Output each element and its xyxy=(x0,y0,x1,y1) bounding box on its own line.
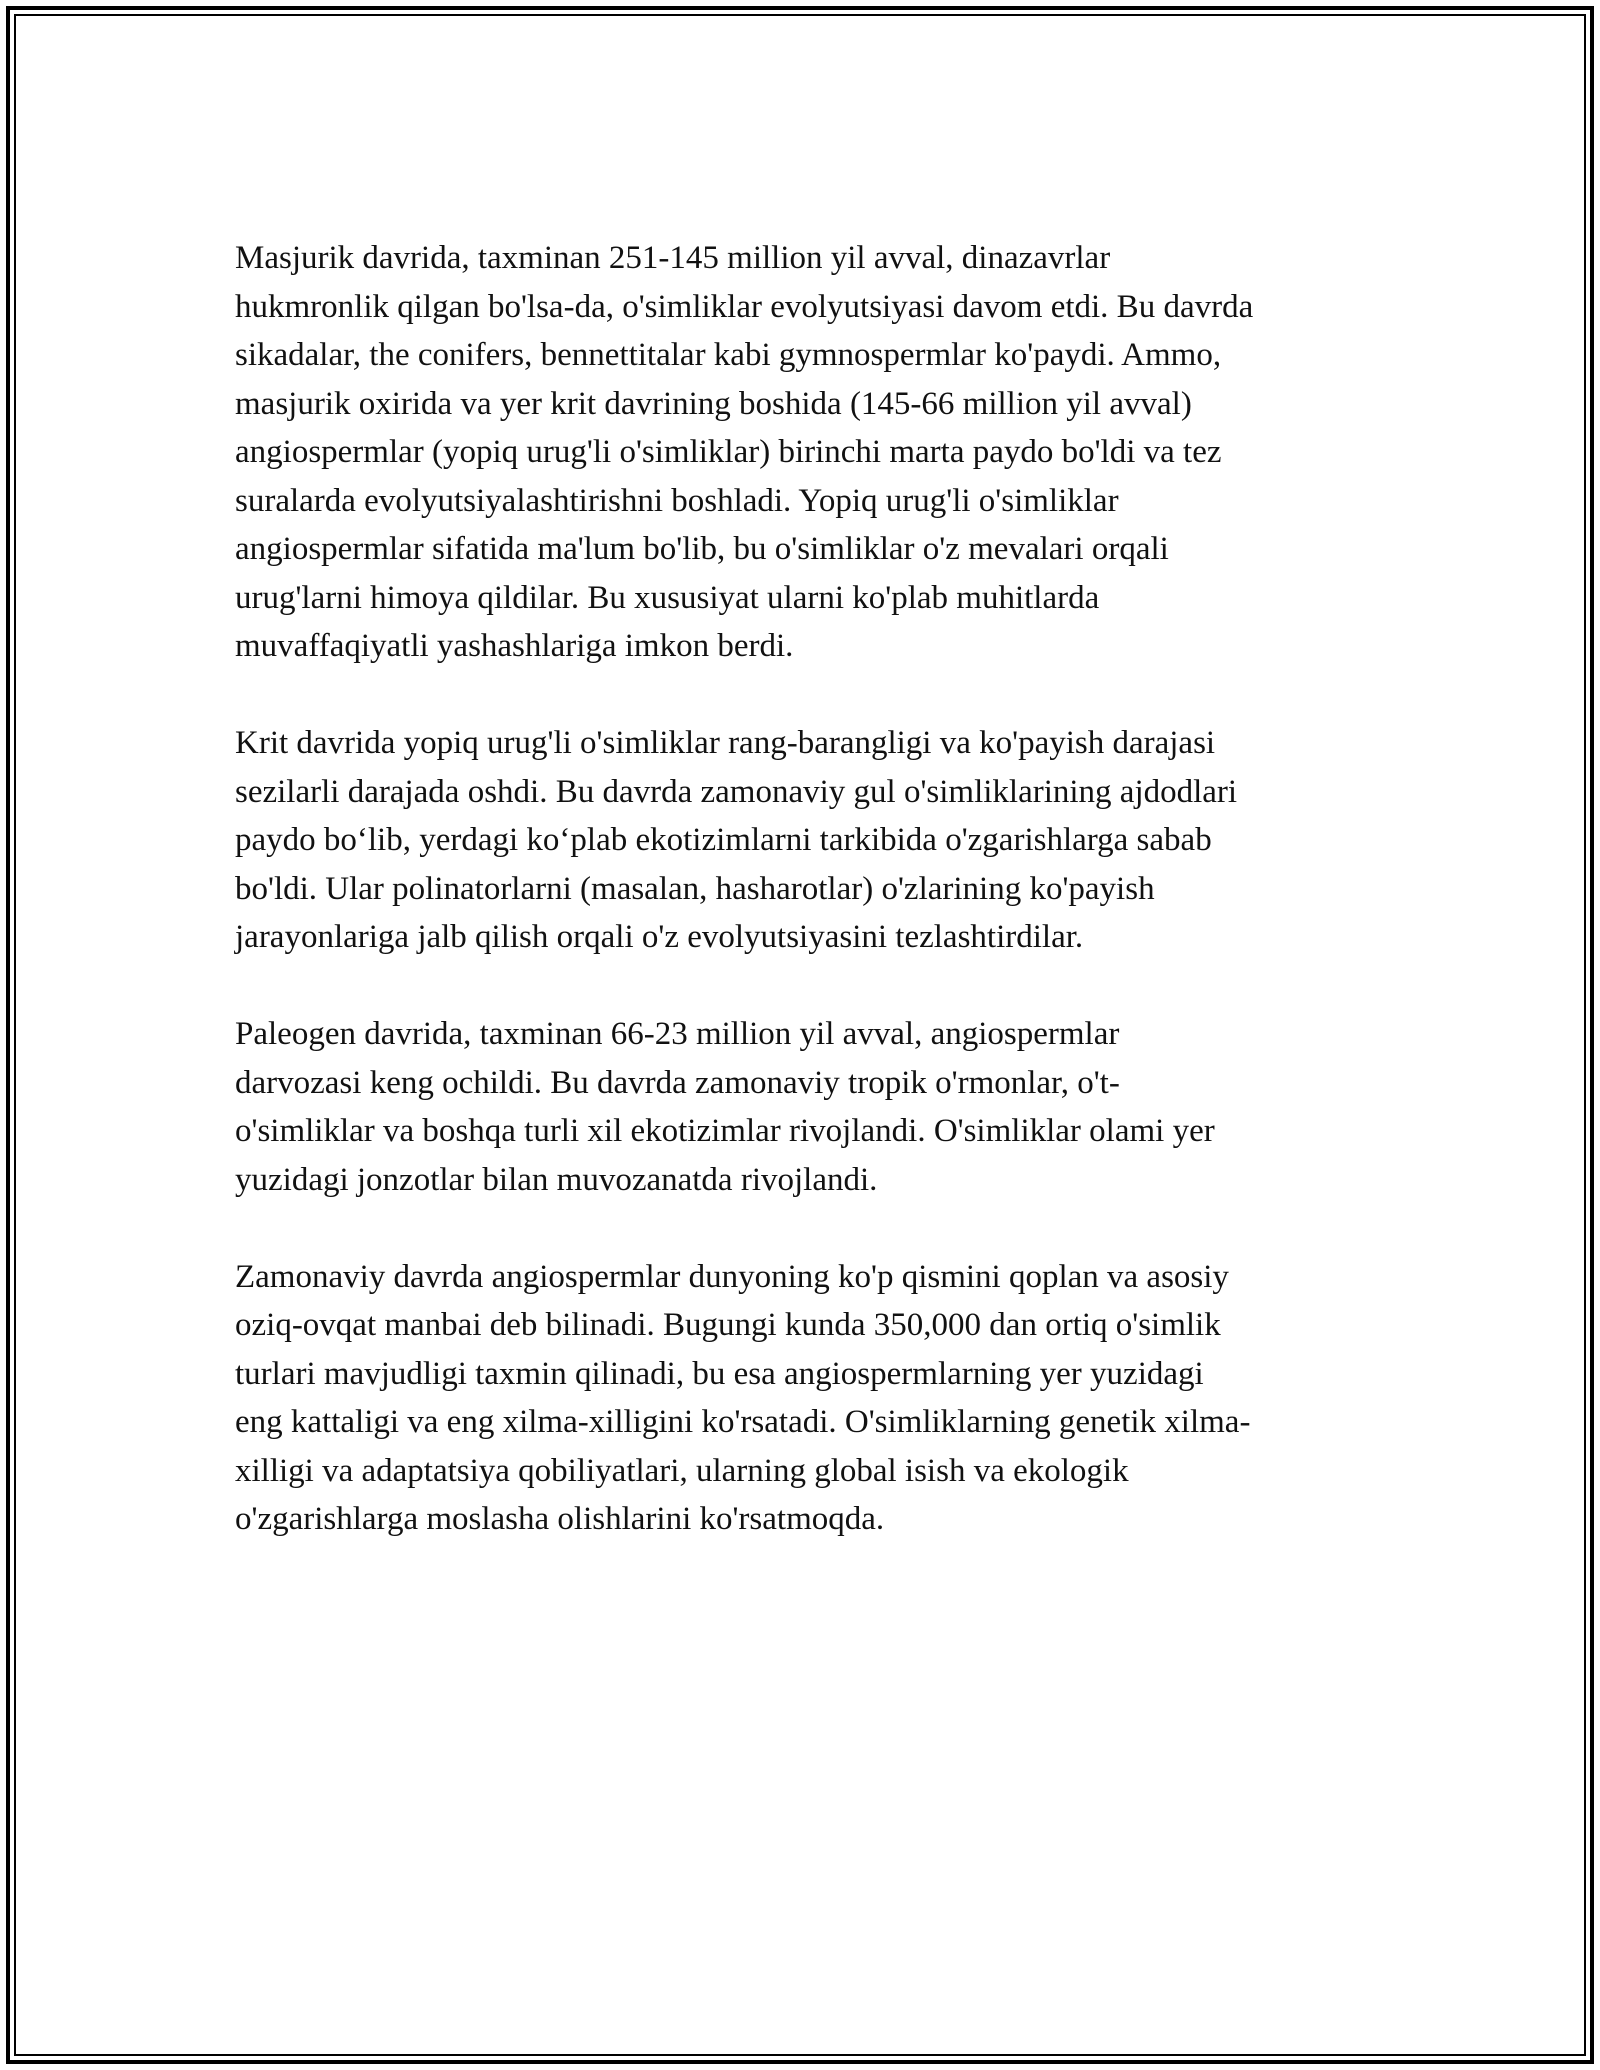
text-line: yuzidagi jonzotlar bilan muvozanatda rivojlandi. xyxy=(235,1161,878,1198)
text-line: jarayonlariga jalb qilish orqali o'z evolyutsiyasini tezlashtirdilar. xyxy=(235,919,1084,955)
text-line: angiospermlar (yopiq urug'li o'simliklar) birinchi marta paydo bo'ldi va tez xyxy=(235,434,1222,470)
text-line: muvaffaqiyatli yashashlariga imkon berdi. xyxy=(235,628,794,664)
text-line: masjurik oxirida va yer krit davrining boshida (145-66 million yil avval) xyxy=(235,385,1192,422)
text-line: angiospermlar sifatida ma'lum bo'lib, bu o'simliklar o'z mevalari orqali xyxy=(235,531,1169,567)
text-line: turlari mavjudligi taxmin qilinadi, bu esa angiospermlarning yer yuzidagi xyxy=(235,1355,1204,1392)
text-line: o'simliklar va boshqa turli xil ekotizimlar rivojlandi. O'simliklar olami yer xyxy=(235,1113,1215,1149)
text-line: suralarda evolyutsiyalashtirishni boshladi. Yopiq urug'li o'simliklar xyxy=(235,482,1119,519)
paragraph-3 xyxy=(235,1010,1370,1204)
text-line: o'zgarishlarga moslasha olishlarini ko'rsatmoqda. xyxy=(235,1501,885,1537)
text-line: Paleogen davrida, taxminan 66-23 million yil avval, angiospermlar xyxy=(235,1016,1120,1052)
paragraph-4 xyxy=(235,1253,1370,1544)
text-line: eng kattaligi va eng xilma-xilligini ko'rsatadi. O'simliklarning genetik xilma- xyxy=(235,1404,1251,1440)
text-line: bo'ldi. Ular polinatorlarni (masalan, hasharotlar) o'zlarining ko'payish xyxy=(235,870,1155,907)
document-body xyxy=(235,234,1370,1592)
text-line: Masjurik davrida, taxminan 251-145 million yil avval, dinazavrlar xyxy=(235,240,1111,276)
paragraph-2 xyxy=(235,719,1370,962)
text-line: xilligi va adaptatsiya qobiliyatlari, ularning global isish va ekologik xyxy=(235,1452,1129,1489)
text-line: Zamonaviy davrda angiospermlar dunyoning ko'p qismini qoplan va asosiy xyxy=(235,1258,1229,1295)
text-line: sezilarli darajada oshdi. Bu davrda zamonaviy gul o'simliklarining ajdodlari xyxy=(235,773,1238,810)
text-line: Krit davrida yopiq urug'li o'simliklar rang-barangligi va ko'payish darajasi xyxy=(235,725,1216,761)
text-line: urug'larni himoya qildilar. Bu xususiyat ularni ko'plab muhitlarda xyxy=(235,579,1100,616)
text-line: darvozasi keng ochildi. Bu davrda zamonaviy tropik o'rmonlar, o't- xyxy=(235,1064,1120,1101)
text-line: hukmronlik qilgan bo'lsa-da, o'simliklar evolyutsiyasi davom etdi. Bu davrda xyxy=(235,288,1254,325)
text-line: paydo bo‘lib, yerdagi ko‘plab ekotizimlarni tarkibida o'zgarishlarga sabab xyxy=(235,822,1212,858)
paragraph-1 xyxy=(235,234,1370,671)
text-line: oziq-ovqat manbai deb bilinadi. Bugungi kunda 350,000 dan ortiq o'simlik xyxy=(235,1307,1221,1343)
text-line: sikadalar, the conifers, bennettitalar kabi gymnospermlar ko'paydi. Ammo, xyxy=(235,337,1222,373)
